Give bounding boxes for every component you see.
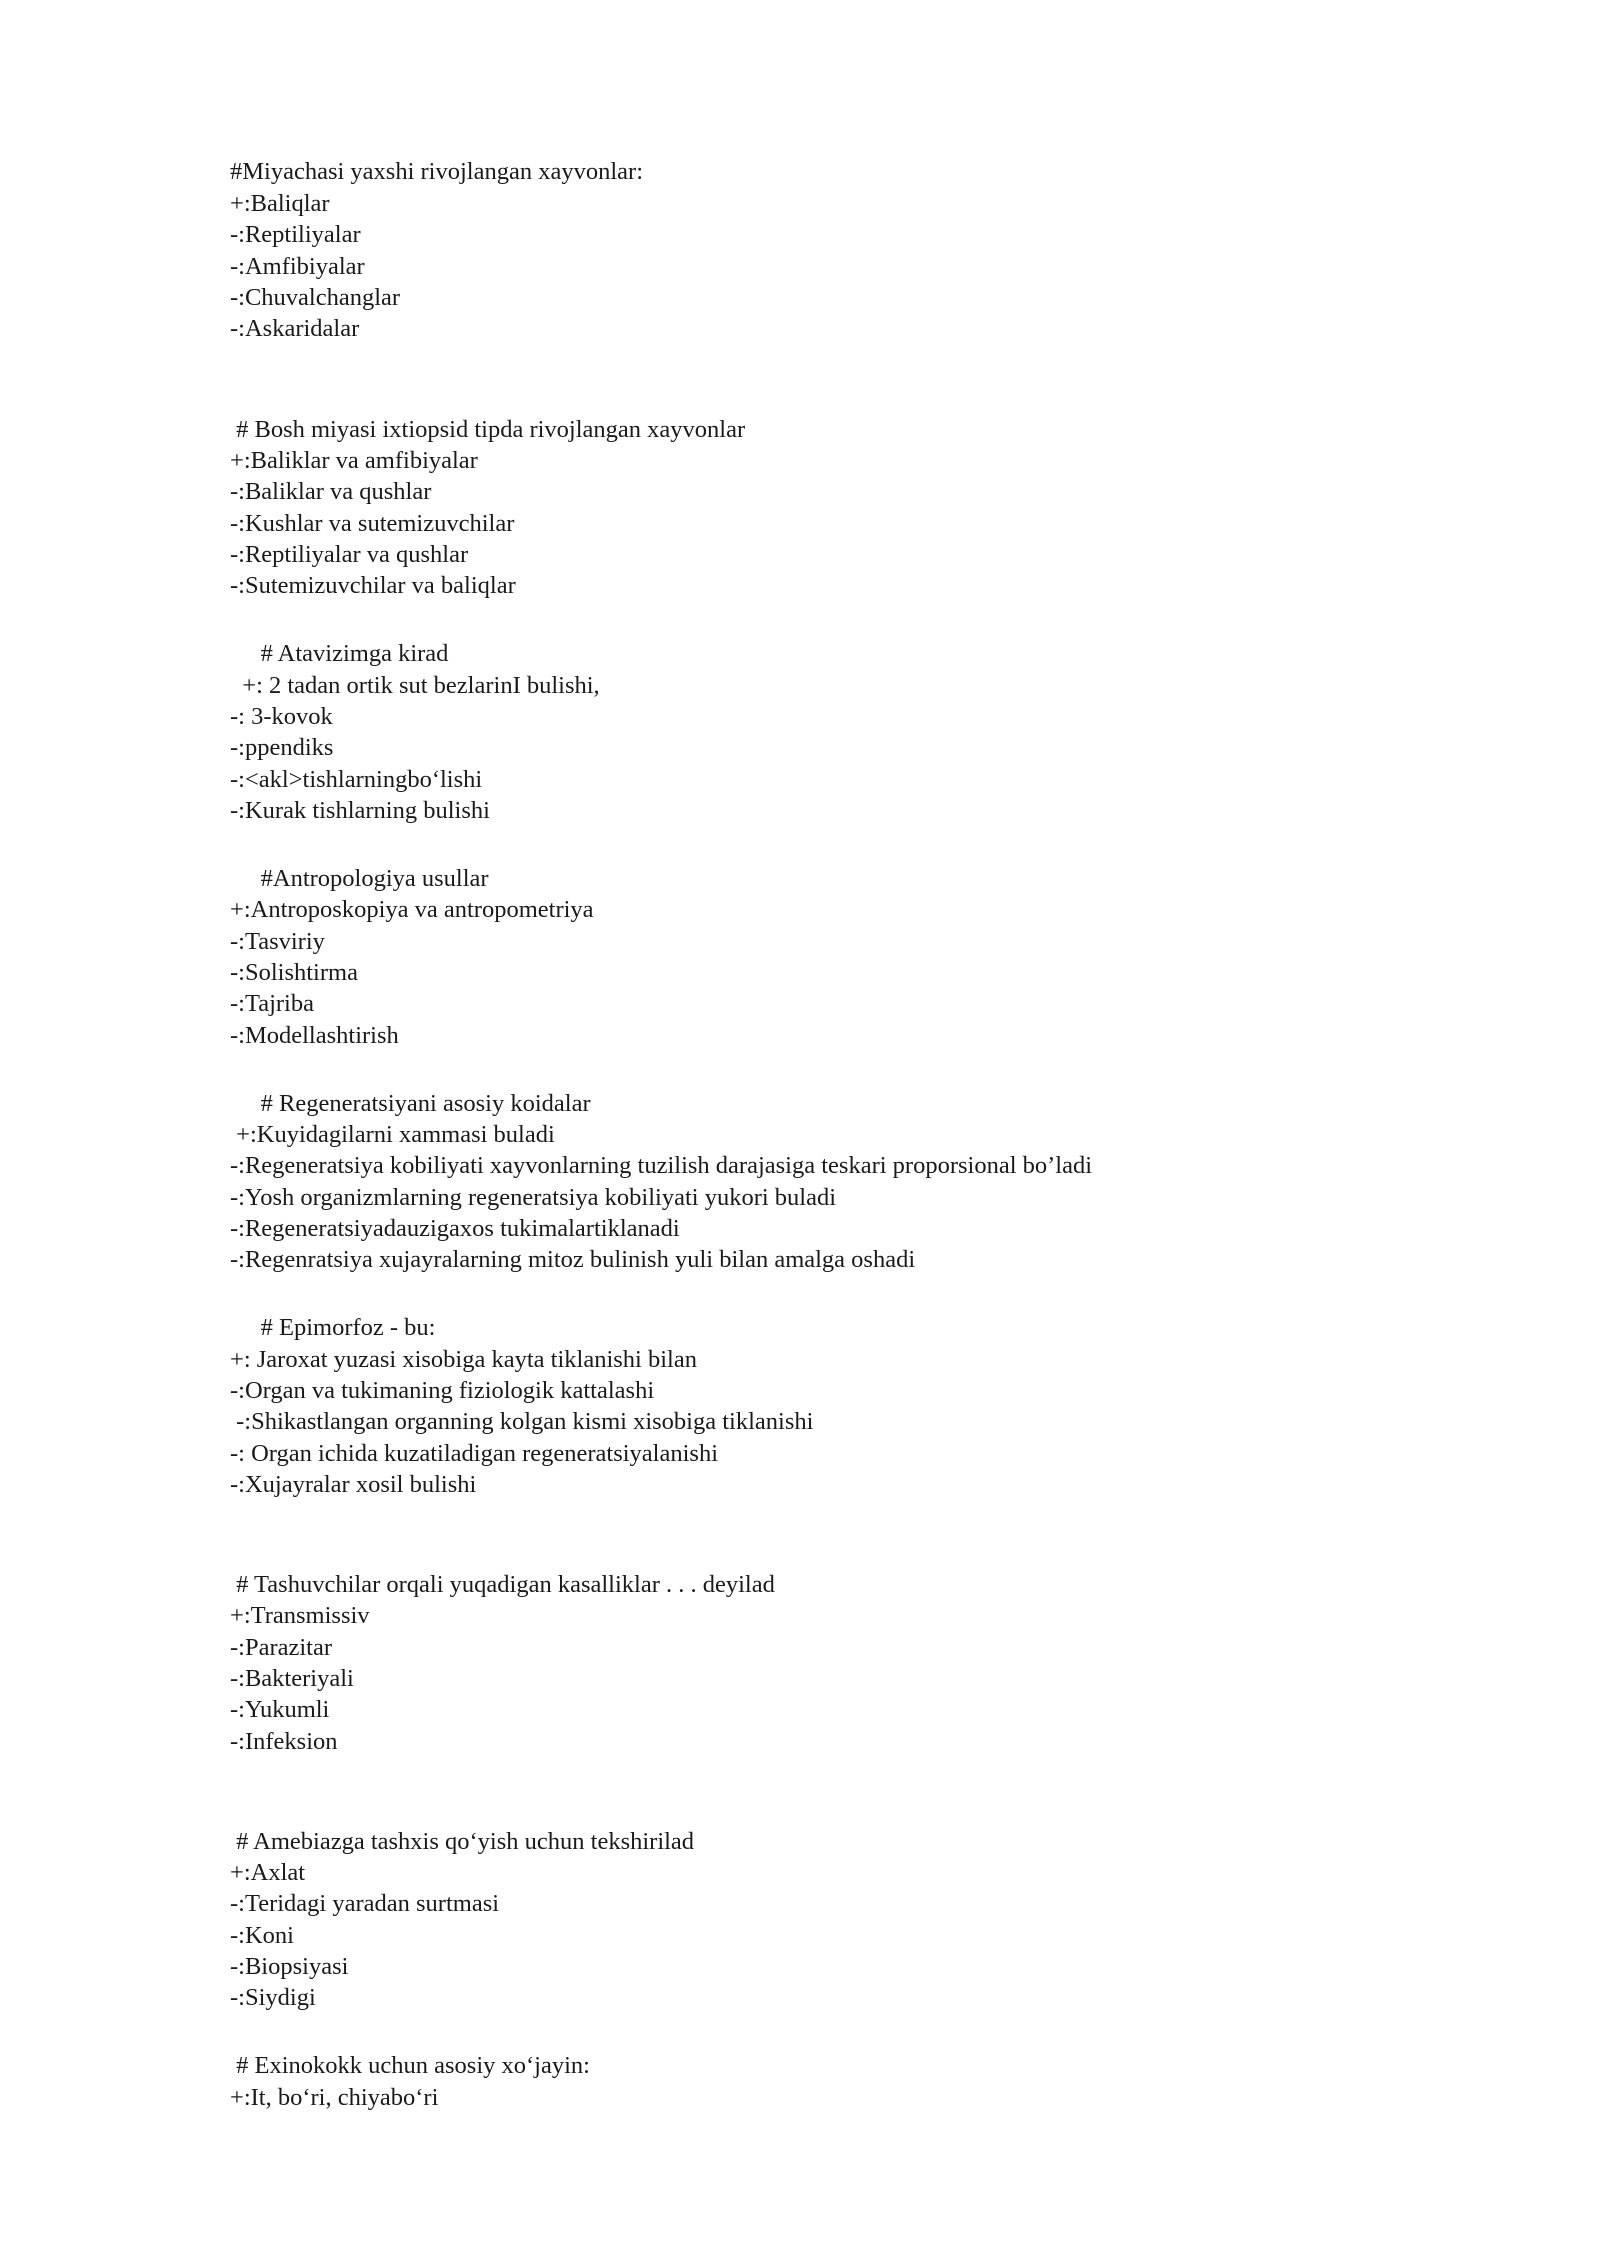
- question-2-option: -:Sutemizuvchilar va baliqlar: [230, 572, 516, 599]
- question-4-option: -:Modellashtirish: [230, 1022, 399, 1049]
- question-7-option: -:Infeksion: [230, 1728, 338, 1755]
- question-1-title: #Miyachasi yaxshi rivojlangan xayvonlar:: [230, 158, 643, 185]
- question-4-title: #Antropologiya usullar: [230, 865, 489, 892]
- question-3-option: -:<akl>tishlarningbo‘lishi: [230, 766, 483, 793]
- question-9-title: # Exinokokk uchun asosiy xo‘jayin:: [230, 2052, 590, 2079]
- question-4-option: -:Solishtirma: [230, 959, 358, 986]
- question-5-option: -:Regeneratsiyadauzigaxos tukimalartiklanadi: [230, 1215, 680, 1242]
- question-1-answer-correct: +:Baliqlar: [230, 190, 330, 217]
- question-5-option: -:Regenratsiya xujayralarning mitoz bulinish yuli bilan amalga oshadi: [230, 1246, 916, 1273]
- question-1-option: -:Askaridalar: [230, 315, 360, 342]
- question-2-option: -:Kushlar va sutemizuvchilar: [230, 510, 515, 537]
- question-6-answer-correct: +: Jaroxat yuzasi xisobiga kayta tiklanishi bilan: [230, 1346, 697, 1373]
- question-3-option: -:ppendiks: [230, 734, 334, 761]
- question-7-answer-correct: +:Transmissiv: [230, 1602, 370, 1629]
- question-7-option: -:Yukumli: [230, 1696, 330, 1723]
- question-6-option: -:Organ va tukimaning fiziologik kattalashi: [230, 1377, 655, 1404]
- question-2-option: -:Reptiliyalar va qushlar: [230, 541, 469, 568]
- question-8-answer-correct: +:Axlat: [230, 1859, 306, 1886]
- question-4-answer-correct: +:Antroposkopiya va antropometriya: [230, 896, 594, 923]
- question-8-title: # Amebiazga tashxis qo‘yish uchun tekshirilad: [230, 1828, 695, 1855]
- question-3-option: -: 3-kovok: [230, 703, 333, 730]
- question-1-option: -:Amfibiyalar: [230, 253, 365, 280]
- question-3-answer-correct: +: 2 tadan ortik sut bezlarinI bulishi,: [230, 672, 600, 699]
- question-8-option: -:Biopsiyasi: [230, 1953, 349, 1980]
- question-6-option: -:Xujayralar xosil bulishi: [230, 1471, 477, 1498]
- question-3-option: -:Kurak tishlarning bulishi: [230, 797, 490, 824]
- question-8-option: -:Siydigi: [230, 1984, 316, 2011]
- question-5-option: -:Regeneratsiya kobiliyati xayvonlarning tuzilish darajasiga teskari proporsional bo’ladi: [230, 1152, 1093, 1179]
- question-4-option: -:Tasviriy: [230, 928, 325, 955]
- question-5-title: # Regeneratsiyani asosiy koidalar: [230, 1090, 591, 1117]
- question-1-option: -:Reptiliyalar: [230, 221, 361, 248]
- question-8-option: -:Teridagi yaradan surtmasi: [230, 1890, 500, 1917]
- question-7-option: -:Bakteriyali: [230, 1665, 354, 1692]
- question-6-title: # Epimorfoz - bu:: [230, 1314, 436, 1341]
- question-5-option: -:Yosh organizmlarning regeneratsiya kobiliyati yukori buladi: [230, 1184, 837, 1211]
- question-2-option: -:Baliklar va qushlar: [230, 478, 432, 505]
- question-8-option: -:Koni: [230, 1922, 294, 1949]
- question-7-title: # Tashuvchilar orqali yuqadigan kasalliklar . . . deyilad: [230, 1571, 775, 1598]
- question-6-option: -: Organ ichida kuzatiladigan regeneratsiyalanishi: [230, 1440, 719, 1467]
- question-2-answer-correct: +:Baliklar va amfibiyalar: [230, 447, 478, 474]
- question-5-answer-correct: +:Kuyidagilarni xammasi buladi: [230, 1121, 555, 1148]
- question-1-option: -:Chuvalchanglar: [230, 284, 401, 311]
- question-6-option: -:Shikastlangan organning kolgan kismi xisobiga tiklanishi: [230, 1408, 814, 1435]
- question-2-title: # Bosh miyasi ixtiopsid tipda rivojlangan xayvonlar: [230, 416, 746, 443]
- question-4-option: -:Tajriba: [230, 990, 314, 1017]
- question-7-option: -:Parazitar: [230, 1634, 333, 1661]
- question-9-answer-correct: +:It, bo‘ri, chiyabo‘ri: [230, 2084, 439, 2111]
- question-3-title: # Atavizimga kirad: [230, 640, 449, 667]
